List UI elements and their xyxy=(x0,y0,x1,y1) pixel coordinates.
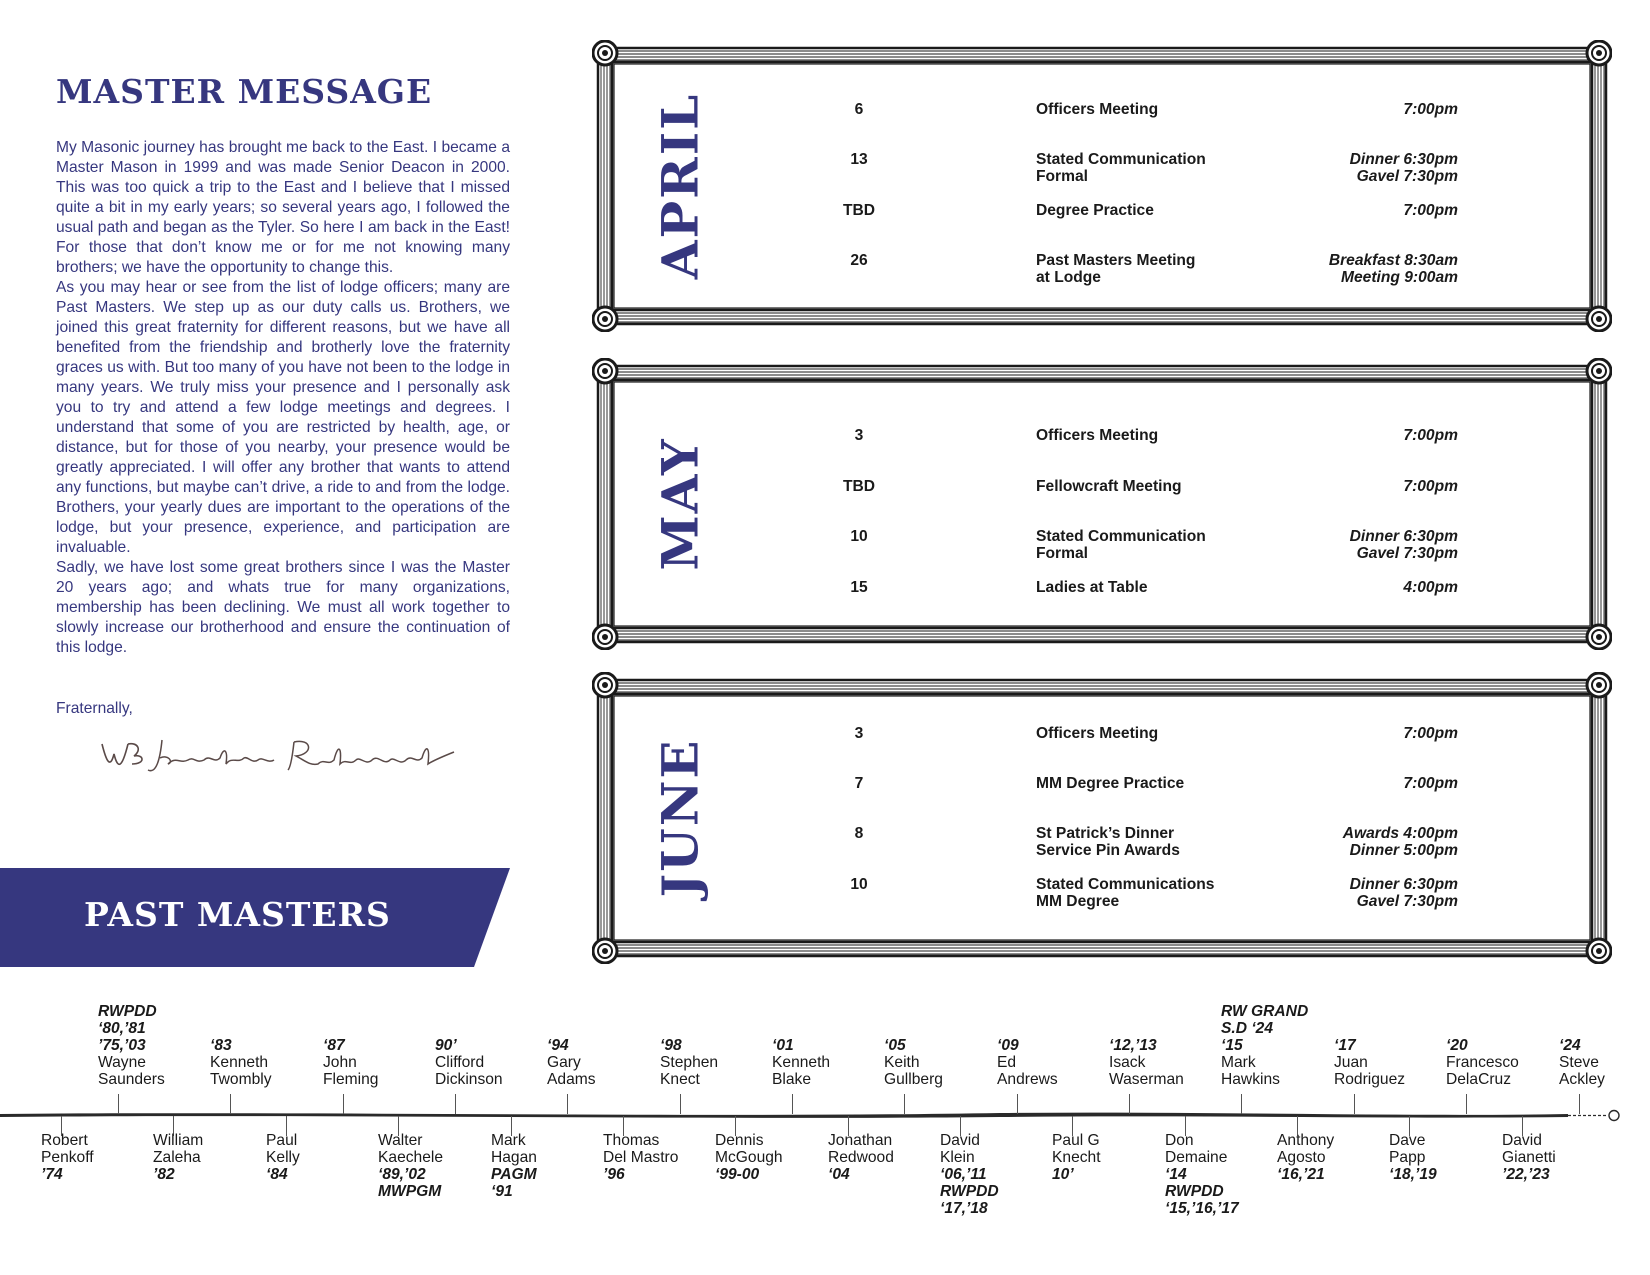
timeline-tick xyxy=(567,1094,568,1114)
event-name-line: Officers Meeting xyxy=(1036,725,1159,742)
past-master-year: ‘14 xyxy=(1165,1166,1187,1183)
past-master-name: Wayne xyxy=(98,1054,146,1071)
past-master-year: ‘87 xyxy=(323,1037,345,1054)
past-master-entry xyxy=(153,1132,203,1183)
past-master-entry xyxy=(772,1037,830,1088)
event-day: 10 xyxy=(850,528,868,545)
past-master-name: Twombly xyxy=(210,1071,272,1088)
past-master-entry xyxy=(41,1132,94,1183)
past-master-name: Kenneth xyxy=(772,1054,831,1071)
past-master-year: ‘16,’21 xyxy=(1277,1166,1325,1183)
past-master-year: 90’ xyxy=(435,1037,457,1054)
timeline-tick xyxy=(455,1094,456,1114)
event-time xyxy=(1208,479,1458,496)
past-master-entry xyxy=(828,1132,894,1183)
event-time-line: Meeting 9:00am xyxy=(1341,268,1458,286)
event-time xyxy=(1208,428,1458,445)
past-master-year: RWPDD xyxy=(940,1183,999,1200)
past-master-year: ‘99-00 xyxy=(715,1166,760,1183)
past-master-name: Don xyxy=(1165,1132,1194,1149)
past-master-year: ‘91 xyxy=(491,1183,513,1200)
timeline-tick xyxy=(1241,1094,1242,1114)
past-masters-timeline xyxy=(0,1105,1650,1125)
past-master-entry xyxy=(266,1132,300,1183)
past-master-entry xyxy=(1221,1003,1308,1088)
past-master-name: Steve xyxy=(1559,1054,1599,1071)
past-master-name: Fleming xyxy=(323,1071,379,1088)
past-master-year: ‘98 xyxy=(660,1037,682,1054)
past-master-name: Del Mastro xyxy=(603,1149,679,1166)
event-time xyxy=(1208,102,1458,119)
past-master-year: ‘89,’02 xyxy=(378,1166,426,1183)
timeline-tick xyxy=(1466,1094,1467,1114)
event-time xyxy=(1208,776,1458,793)
past-master-entry xyxy=(1389,1132,1437,1183)
event-time-line: Breakfast 8:30am xyxy=(1328,252,1458,269)
event-time-line: 4:00pm xyxy=(1403,579,1458,596)
past-master-name: Hawkins xyxy=(1221,1071,1280,1088)
past-master-name: Keith xyxy=(884,1054,920,1071)
past-master-year: ‘15,’16,’17 xyxy=(1165,1200,1239,1217)
event-day: 3 xyxy=(854,725,864,742)
past-master-name: Juan xyxy=(1334,1054,1368,1071)
event-time-line: 7:00pm xyxy=(1403,427,1458,444)
past-master-entry xyxy=(98,1003,165,1088)
event-name-line: Ladies at Table xyxy=(1036,579,1148,596)
month-panel-may xyxy=(592,358,1612,650)
past-master-entry xyxy=(1502,1132,1556,1183)
past-master-entry xyxy=(940,1132,999,1217)
past-master-name: Saunders xyxy=(98,1071,165,1088)
ornate-frame xyxy=(592,672,1612,964)
event-time-line: 7:00pm xyxy=(1403,202,1458,219)
past-master-name: Isack xyxy=(1109,1054,1146,1071)
past-master-name: Kenneth xyxy=(210,1054,269,1071)
message-closing: Fraternally, xyxy=(56,700,133,717)
past-master-name: Kaechele xyxy=(378,1149,444,1166)
past-master-year: ‘06,’11 xyxy=(940,1166,987,1183)
event-name-line: St Patrick’s Dinner xyxy=(1036,825,1175,842)
past-master-year: 10’ xyxy=(1052,1166,1074,1183)
past-master-name: Redwood xyxy=(828,1149,894,1166)
event-time xyxy=(1208,580,1458,597)
timeline-tick xyxy=(1579,1094,1580,1114)
past-master-entry xyxy=(378,1132,443,1200)
past-master-year: ‘17,’18 xyxy=(940,1200,988,1217)
event-day: 6 xyxy=(854,101,864,118)
event-time xyxy=(1208,726,1458,743)
event-day: 26 xyxy=(850,252,868,269)
event-name-line: Formal xyxy=(1036,167,1088,185)
month-name: MAY xyxy=(650,437,710,571)
past-master-name: Paul G xyxy=(1052,1132,1100,1149)
event-time xyxy=(1208,203,1458,220)
past-masters-title: PAST MASTERS xyxy=(84,895,391,934)
past-master-year: ‘24 xyxy=(1559,1037,1581,1054)
event-day: 10 xyxy=(850,876,868,893)
past-master-name: Dickinson xyxy=(435,1071,503,1088)
event-day: TBD xyxy=(842,478,876,495)
past-master-name: Adams xyxy=(547,1071,596,1088)
past-master-name: Mark xyxy=(491,1132,526,1149)
message-paragraph: Sadly, we have lost some great brothers since I was the Master 20 years ago; and whats true for many organizations, membership has been declining. We must all work together to slowly increase our brotherhood and ensure the continuation of this lodge. xyxy=(56,559,510,656)
event-name-line: Service Pin Awards xyxy=(1036,841,1180,859)
past-master-entry xyxy=(660,1037,718,1088)
past-master-year: ’74 xyxy=(41,1166,63,1183)
message-paragraph: My Masonic journey has brought me back to the East. I became a Master Mason in 1999 and was made Senior Deacon in 2000. This was too quick a trip to the East and I believe that I missed quite a bit in my early years; so several years ago, I followed the usual path and began as the Tyler. So here I am back in the East! For those that don’t know me or for me not knowing many brothers; we have the opportunity to change this. xyxy=(56,139,510,276)
past-master-name: DelaCruz xyxy=(1446,1071,1511,1088)
month-panel-april xyxy=(592,40,1612,332)
past-master-name: David xyxy=(940,1132,980,1149)
event-time xyxy=(1208,826,1458,859)
past-master-entry xyxy=(715,1132,783,1183)
message-paragraph: As you may hear or see from the list of lodge officers; many are Past Masters. We step up as our duty calls us. Brothers, we joined this great fraternity for different reasons, but we have all benefited from the friendship and brotherly love the fraternity graces us with. But too many of you have not been to the lodge in many years. We truly miss your presence and I personally ask you to try and attend a few lodge meetings and degrees. I understand that some of you are restricted by health, age, or distance, but for those of you nearby, your presence would be greatly appreciated. I will offer any brother that wants to attend any functions, but maybe can’t drive, a ride to and from the lodge. Brothers, your yearly dues are important to the operations of the lodge, but your presence, experience, and participation are invaluable. xyxy=(56,279,510,556)
past-master-name: Mark xyxy=(1221,1054,1256,1071)
past-master-name: Thomas xyxy=(603,1132,660,1149)
event-time-line: Awards 4:00pm xyxy=(1342,825,1458,842)
event-time-line: 7:00pm xyxy=(1403,101,1458,118)
past-master-entry xyxy=(210,1037,272,1088)
event-name-line: Degree Practice xyxy=(1036,202,1154,219)
past-master-entry xyxy=(1277,1132,1334,1183)
event-time xyxy=(1208,253,1458,286)
past-master-year: ’82 xyxy=(153,1166,175,1183)
past-master-name: Andrews xyxy=(997,1071,1058,1088)
timeline-tick xyxy=(343,1094,344,1114)
past-master-year: ‘04 xyxy=(828,1166,850,1183)
past-master-name: Anthony xyxy=(1277,1132,1335,1149)
past-master-name: Walter xyxy=(378,1132,423,1149)
past-master-name: Demaine xyxy=(1165,1149,1228,1166)
event-time-line: 7:00pm xyxy=(1403,478,1458,495)
past-master-name: John xyxy=(323,1054,357,1071)
past-master-year: ‘01 xyxy=(772,1037,794,1054)
past-master-entry xyxy=(997,1037,1058,1088)
past-master-year: RWPDD xyxy=(98,1003,157,1020)
past-master-entry xyxy=(603,1132,678,1183)
past-master-year: ‘15 xyxy=(1221,1037,1243,1054)
event-time xyxy=(1208,152,1458,185)
event-name-line: Officers Meeting xyxy=(1036,427,1159,444)
event-name-line: Stated Communications xyxy=(1036,876,1215,893)
event-day: 3 xyxy=(854,427,864,444)
past-master-name: Ackley xyxy=(1559,1071,1605,1088)
past-master-name: Waserman xyxy=(1109,1071,1184,1088)
event-time-line: Dinner 6:30pm xyxy=(1349,876,1458,893)
past-master-name: Gary xyxy=(547,1054,581,1071)
past-master-name: Paul xyxy=(266,1132,298,1149)
past-master-year: MWPGM xyxy=(378,1183,442,1200)
past-master-year: ’96 xyxy=(603,1166,625,1183)
event-time xyxy=(1208,877,1458,910)
past-master-year: S.D ‘24 xyxy=(1221,1020,1274,1037)
past-master-entry xyxy=(884,1037,943,1088)
past-master-entry xyxy=(1446,1037,1519,1088)
master-message-body xyxy=(56,138,510,658)
event-time-line: Gavel 7:30pm xyxy=(1356,167,1458,185)
past-master-year: ‘80,’81 xyxy=(98,1020,146,1037)
event-day: 7 xyxy=(854,775,864,792)
timeline-tick xyxy=(118,1094,119,1114)
event-name-line: MM Degree Practice xyxy=(1036,775,1185,792)
event-day: 15 xyxy=(850,579,868,596)
past-master-entry xyxy=(1052,1132,1101,1183)
past-master-entry xyxy=(435,1037,503,1088)
past-master-name: Rodriguez xyxy=(1334,1071,1406,1088)
event-day: TBD xyxy=(842,202,876,219)
past-master-entry xyxy=(547,1037,596,1088)
timeline-tick xyxy=(230,1094,231,1114)
past-master-name: William xyxy=(153,1132,204,1149)
ornate-frame xyxy=(592,358,1612,650)
timeline-tick xyxy=(1354,1094,1355,1114)
past-master-year: RW GRAND xyxy=(1221,1003,1309,1020)
past-master-entry xyxy=(1109,1037,1184,1088)
timeline-tick xyxy=(1017,1094,1018,1114)
past-master-entry xyxy=(1334,1037,1405,1088)
past-master-year: ‘84 xyxy=(266,1166,288,1183)
event-time xyxy=(1208,529,1458,562)
past-master-name: Zaleha xyxy=(153,1149,201,1166)
past-master-name: Knecht xyxy=(1052,1149,1101,1166)
past-master-year: ’22,’23 xyxy=(1502,1166,1550,1183)
past-master-name: Stephen xyxy=(660,1054,719,1071)
event-time-line: 7:00pm xyxy=(1403,725,1458,742)
event-name-line: Stated Communication xyxy=(1036,151,1206,168)
month-panel-june xyxy=(592,672,1612,964)
past-master-name: Francesco xyxy=(1446,1054,1519,1071)
past-master-name: Gianetti xyxy=(1502,1149,1556,1166)
event-name-line: Past Masters Meeting xyxy=(1036,252,1196,269)
ornate-frame xyxy=(592,40,1612,332)
event-time-line: Gavel 7:30pm xyxy=(1356,892,1458,910)
past-master-name: Dave xyxy=(1389,1132,1426,1149)
past-master-name: Dennis xyxy=(715,1132,764,1149)
event-day: 13 xyxy=(850,151,868,168)
past-master-year: ‘09 xyxy=(997,1037,1019,1054)
event-day: 8 xyxy=(854,825,864,842)
event-name-line: Stated Communication xyxy=(1036,528,1206,545)
timeline-tick xyxy=(792,1094,793,1114)
event-name-line: Formal xyxy=(1036,544,1088,562)
past-master-name: Robert xyxy=(41,1132,88,1149)
past-master-entry xyxy=(323,1037,378,1088)
master-message-title: MASTER MESSAGE xyxy=(56,72,433,111)
past-master-year: ‘20 xyxy=(1446,1037,1468,1054)
past-master-year: ‘12,’13 xyxy=(1109,1037,1157,1054)
past-master-name: Clifford xyxy=(435,1054,485,1071)
past-master-name: Jonathan xyxy=(828,1132,893,1149)
past-master-name: Blake xyxy=(772,1071,812,1088)
event-name-line: at Lodge xyxy=(1036,268,1101,286)
event-name-line: Officers Meeting xyxy=(1036,101,1159,118)
month-name: APRIL xyxy=(650,92,710,280)
event-time-line: Dinner 6:30pm xyxy=(1349,151,1458,168)
event-time-line: Gavel 7:30pm xyxy=(1356,544,1458,562)
signature-image xyxy=(98,730,470,780)
month-name: JUNE xyxy=(650,738,710,898)
past-master-name: McGough xyxy=(715,1149,783,1166)
event-time-line: Dinner 5:00pm xyxy=(1349,841,1458,859)
past-master-name: Ed xyxy=(997,1054,1017,1071)
event-time-line: 7:00pm xyxy=(1403,775,1458,792)
past-master-name: Knect xyxy=(660,1071,700,1088)
past-master-name: Hagan xyxy=(491,1149,537,1166)
timeline-tick xyxy=(680,1094,681,1114)
timeline-tick xyxy=(1129,1094,1130,1114)
event-name-line: Fellowcraft Meeting xyxy=(1036,478,1182,495)
past-master-year: RWPDD xyxy=(1165,1183,1224,1200)
past-master-entry xyxy=(1165,1132,1239,1217)
past-master-name: Kelly xyxy=(266,1149,300,1166)
past-master-name: David xyxy=(1502,1132,1542,1149)
timeline-tick xyxy=(904,1094,905,1114)
past-master-name: Agosto xyxy=(1277,1149,1326,1166)
past-master-entry xyxy=(491,1132,537,1200)
event-time-line: Dinner 6:30pm xyxy=(1349,528,1458,545)
past-master-name: Papp xyxy=(1389,1149,1426,1166)
past-master-year: ‘94 xyxy=(547,1037,569,1054)
past-master-year: ‘18,’19 xyxy=(1389,1166,1437,1183)
past-master-name: Klein xyxy=(940,1149,975,1166)
past-master-year: ‘83 xyxy=(210,1037,232,1054)
past-master-year: PAGM xyxy=(491,1166,537,1183)
past-master-year: ‘05 xyxy=(884,1037,906,1054)
past-master-entry xyxy=(1559,1037,1605,1088)
past-master-year: ’75,’03 xyxy=(98,1037,146,1054)
past-master-name: Gullberg xyxy=(884,1071,943,1088)
past-master-year: ‘17 xyxy=(1334,1037,1356,1054)
event-name-line: MM Degree xyxy=(1036,892,1120,910)
past-master-name: Penkoff xyxy=(41,1149,94,1166)
